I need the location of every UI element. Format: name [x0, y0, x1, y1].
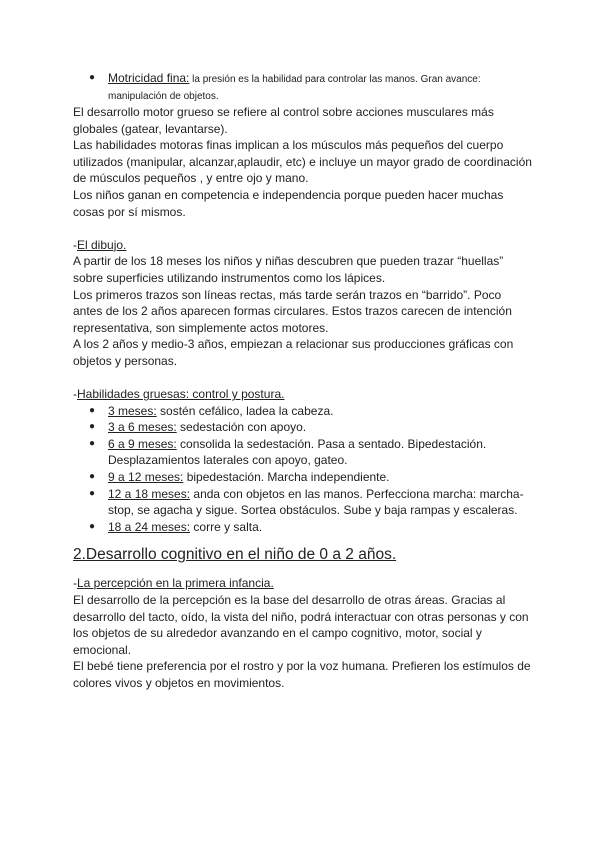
- item-text: anda con objetos en las manos. Perfecciona marcha: marcha-stop, se agacha y sigue. Sortea obstáculos. Sube y baja rampas y escaleras.: [108, 486, 524, 518]
- list-item: [73, 486, 533, 519]
- bullet-icon: ●: [89, 404, 96, 416]
- item-text: sostén cefálico, ladea la cabeza.: [156, 403, 334, 418]
- item-text: corre y salta.: [190, 519, 263, 534]
- paragraph: A los 2 años y medio-3 años, empiezan a relacionar sus producciones gráficas con objetos y personas.: [73, 337, 514, 368]
- paragraph: Las habilidades motoras finas implican a los músculos más pequeños del cuerpo utilizados (manipular, alcanzar,aplaudir, etc) e incluye un mayor grado de coordinación de músculos pequeños , y entre ojo y mano.: [73, 138, 532, 186]
- age-label: 3 a 6 meses:: [108, 420, 177, 435]
- paragraph: El bebé tiene preferencia por el rostro y por la voz humana. Prefieren los estímulos de colores vivos y objetos en movimientos.: [73, 659, 531, 690]
- bullet-icon: ●: [89, 471, 96, 483]
- paragraph: El desarrollo motor grueso se refiere al control sobre acciones musculares más globales (gatear, levantarse).: [73, 105, 494, 136]
- heading-text: El dibujo.: [77, 237, 127, 252]
- item-text: bipedestación. Marcha independiente.: [183, 470, 390, 485]
- list-item: [73, 519, 533, 536]
- section-title: 2.Desarrollo cognitivo en el niño de 0 a 2 años.: [73, 546, 397, 564]
- list-item: [73, 419, 533, 436]
- paragraph: Los primeros trazos son líneas rectas, más tarde serán trazos en “barrido”. Poco antes de los 2 años aparecen formas circulares. Estos trazos carecen de intención representativa, son simplemente actos motores.: [73, 287, 512, 335]
- gross-skills-list: [73, 403, 533, 536]
- age-label: 3 meses:: [108, 403, 157, 418]
- paragraph: A partir de los 18 meses los niños y niñas descubren que pueden trazar “huellas” sobre superficies utilizando instrumentos como los lápices.: [73, 254, 504, 285]
- bullet-icon: ●: [89, 520, 96, 532]
- bullet-icon: ●: [89, 487, 96, 499]
- age-label: 6 a 9 meses:: [108, 436, 177, 451]
- section-heading: -El dibujo.: [73, 237, 127, 252]
- bullet-icon: ●: [89, 437, 96, 449]
- item-text: sedestación con apoyo.: [176, 420, 307, 435]
- term-text: la presión es la habilidad para controlar las manos. Gran avance: manipulación de objetos.: [108, 74, 481, 102]
- list-item: [73, 403, 533, 420]
- paragraph: El desarrollo de la percepción es la base del desarrollo de otras áreas. Gracias al desarrollo del tacto, oído, la vista del niño, podrá interactuar con otras personas y con los objetos de su alrededor avanzando en el campo cognitivo, motor, social y emocional.: [73, 593, 529, 657]
- paragraph: Los niños ganan en competencia e independencia porque pueden hacer muchas cosas por sí mismos.: [73, 187, 504, 219]
- list-item: [73, 469, 533, 486]
- section-heading: -Habilidades gruesas: control y postura.: [73, 387, 285, 402]
- term-label: Motricidad fina:: [108, 71, 190, 85]
- item-text: consolida la sedestación. Pasa a sentado. Bipedestación. Desplazamientos laterales con apoyo, gateo.: [108, 436, 487, 468]
- age-label: 9 a 12 meses:: [108, 470, 184, 485]
- age-label: 18 a 24 meses:: [108, 519, 191, 534]
- list-item: [73, 70, 533, 104]
- fine-motor-list: [73, 70, 533, 104]
- bullet-icon: ●: [89, 421, 96, 433]
- list-item: [73, 436, 533, 469]
- section-heading: -La percepción en la primera infancia.: [73, 576, 274, 591]
- document-page: [73, 70, 533, 692]
- bullet-icon: ●: [89, 72, 96, 83]
- heading-text: Habilidades gruesas: control y postura.: [77, 387, 285, 402]
- heading-text: La percepción en la primera infancia.: [77, 576, 274, 591]
- age-label: 12 a 18 meses:: [108, 486, 191, 501]
